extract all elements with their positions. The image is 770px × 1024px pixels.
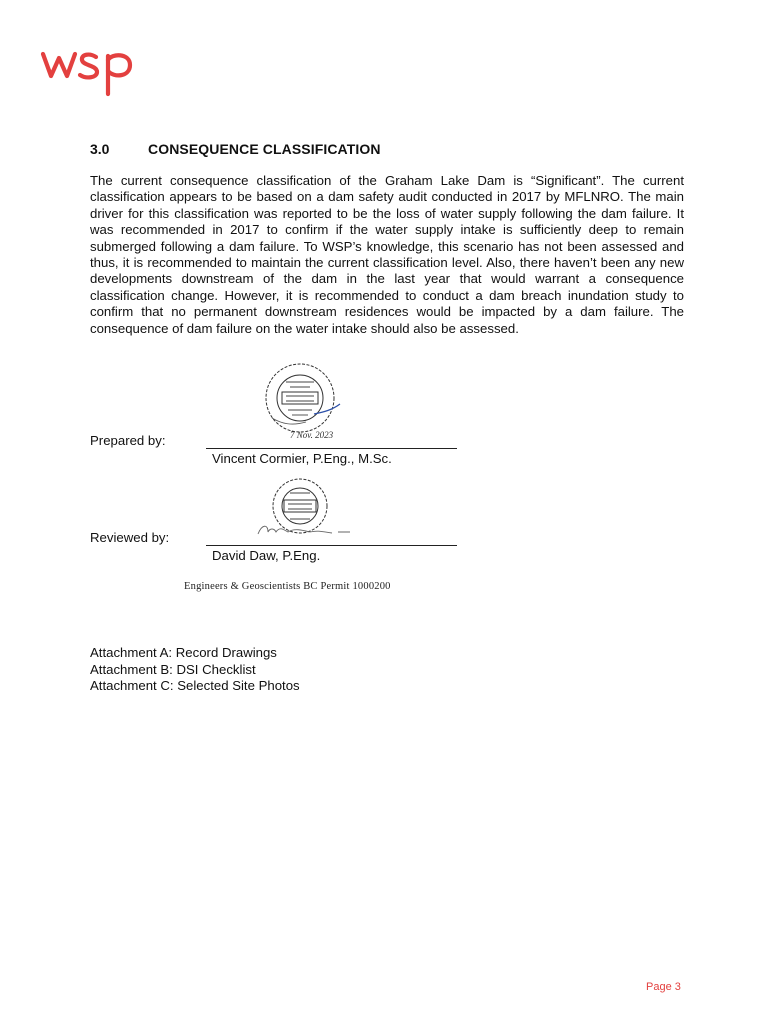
prepared-by-label: Prepared by:: [90, 433, 166, 448]
seal-date: 7 Nov. 2023: [290, 430, 334, 440]
attachment-item: Attachment C: Selected Site Photos: [90, 678, 300, 693]
section-title: CONSEQUENCE CLASSIFICATION: [148, 141, 381, 157]
reviewed-by-label: Reviewed by:: [90, 530, 170, 545]
professional-seal-stamp: [262, 360, 342, 440]
reviewer-signature: [254, 520, 354, 540]
attachments-list: [90, 645, 300, 695]
prepared-by-name: Vincent Cormier, P.Eng., M.Sc.: [212, 451, 392, 466]
attachment-item: Attachment A: Record Drawings: [90, 645, 277, 660]
prepared-signature-line: [206, 448, 457, 449]
reviewed-signature-line: [206, 545, 457, 546]
page-number: Page 3: [646, 981, 681, 993]
permit-text: Engineers & Geoscientists BC Permit 1000200: [184, 581, 391, 592]
wsp-logo: [40, 44, 140, 98]
section-body: The current consequence classification of the Graham Lake Dam is “Significant”. The current classification appears to be based on a dam safety audit conducted in 2017 by MFLNRO. The main driver for this classification was reported to be the loss of water supply following the dam failure. It was recommended in 2017 to confirm if the water supply intake is sufficiently deep to remain submerged following a dam failure. To WSP’s knowledge, this scenario has not been assessed and thus, it is recommended to maintain the current classification level. Also, there haven’t been any new developments downstream of the dam in the last year that would warrant a consequence classification change. However, it is recommended to conduct a dam breach inundation study to confirm that no permanent downstream residences would be impacted by a dam failure. The consequence of dam failure on the water intake should also be assessed.: [90, 173, 684, 336]
reviewed-by-name: David Daw, P.Eng.: [212, 548, 321, 563]
attachment-item: Attachment B: DSI Checklist: [90, 661, 256, 677]
section-number: 3.0: [90, 141, 110, 157]
